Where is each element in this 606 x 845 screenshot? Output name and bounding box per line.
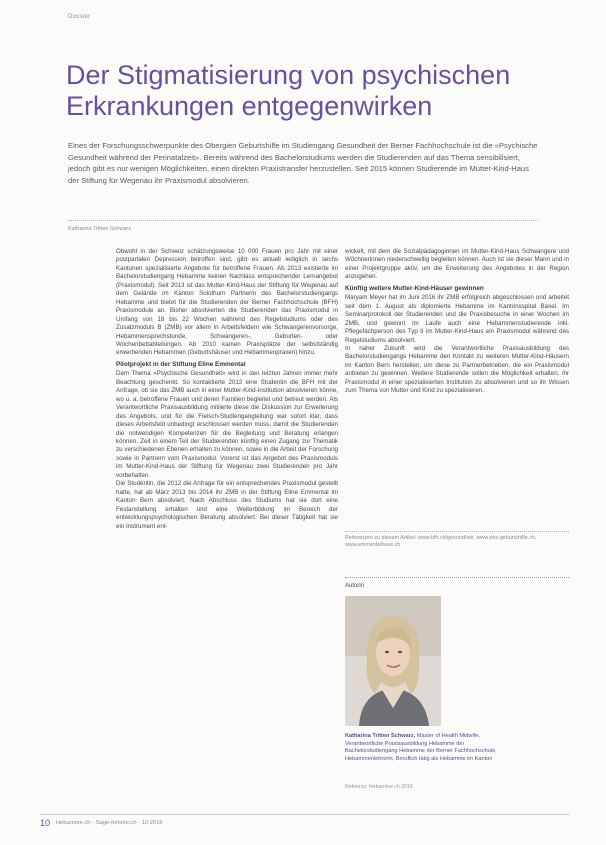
footer-divider bbox=[40, 814, 570, 815]
paragraph: Obwohl in der Schweiz schätzungsweise 10 000 Frauen pro Jahr mit einer postpartalen Depression betroffen sind, gibt es aktuell lediglich in sechs Kantonen spezialisierte Angebote für betroffene Frauen. Ab 2013 existierte im Bachelorstudiengang Hebamme keinen Nachlass entsprechender Lernangebot (Praxismodul). Seit 2013 ist das Mutter-Kind-Haus der Stiftung für Wegenau auf dem Gelände im Kanton Solothurn Partnerin des Bachelorstudiengangs Hebamme und bietet für die Studierenden der Berner Fachhochschule (BFH) Praxismodule an. Bisher absolvierten die Studierenden das Praxismodul in Umfang von 18 bis 22 Wochen während des Regelstudiums oder des Zusatzmoduls B (ZMB) vor allem in Arbeitsfeldern wie Schwangerenvorsorge, Hebammensprechstunde, Schwangeren-, Geburten- oder Wochenbettabteilungen. Ab 2010 kamen Praxisplätze der selbstständig erwerbenden Hebammen (Geburtshäuser und Hebammenpraxen) hinzu. bbox=[116, 248, 338, 357]
paragraph: Maryam Meyer hat im Juni 2016 ihr ZMB erfolgreich abgeschlossen und arbeitet seit dem 1. August als diplomierte Hebamme im Kantonsspital Basel. Im Seminarprotokoll der Studierenden und die Praxisbesuche in einer Wochen im ZMB, und gewinnt im Laufe auch eine Hebammenstudierende inkl. Pflegefachperson des Typ II im Mutter-Kind-Haus ein Praxismodul während des Regelstudiums absolviert. bbox=[345, 294, 569, 344]
portrait-illustration bbox=[345, 596, 441, 726]
publication-footer: Hebamme.ch · Sage-femme.ch · 10 2016 bbox=[56, 820, 163, 826]
references-note: Referenzen zu diesem Artikel: www.bfh.ch/gesundheit, www.ehs-geburtshilfe.ch, www.emmentalhaus.ch bbox=[345, 535, 537, 548]
paragraph: wickelt, mit dem die Sozialpädagoginnen im Mutter-Kind-Haus Schwangere und Wöchnerinnen niederschwellig begleiten können. Auch ist sie dieser Mann und in einer Projektgruppe aktiv, um die Erweiterung des Angebotes in der Region anzugehen. bbox=[345, 248, 569, 281]
article-title: Der Stigmatisierung von psychischen Erkrankungen entgegenwirken bbox=[66, 60, 511, 121]
subheading: Künftig weitere Mutter-Kind-Häuser gewinnen bbox=[345, 284, 484, 292]
paragraph: In naher Zukunft wird die Verantwortliche Praxisausbildung des Bachelorstudiengangs Hebamme den Kontakt zu weiteren Mutter-Kind-Häusern im Kanton Bern herstellen, um diese zu Partnerbetrieben, die ein Praxismodul anbieten zu gewinnen. Weitere Studierende sollen die Möglichkeit erhalten, ihr Praxismodul in einer spezialisierten Institution zu absolvieren und so ihr Wissen zum Thema von Mutter und Kind zu spezialisieren. bbox=[345, 344, 569, 395]
page-number: 10 bbox=[40, 818, 51, 828]
body-column-right bbox=[345, 248, 569, 396]
author-byline: Katharina Tritten Schwarz bbox=[68, 226, 131, 232]
paragraph: Die Studentin, die 2012 die Anfrage für ein entsprechendes Praxismodul gestellt hatte, hat ab März 2013 bis 2014 ihr ZMB in der Stiftung Eline Emmental im Kanton Bern absolviert. Nach Abschluss des Studiums hat sie dort eine Festanstellung erhalten und eine Weiterbildung im Bereich der entwicklungspsychologischen Beratung absolviert. Bei dieser Tätigkeit hat sie ein Instrument ent- bbox=[116, 480, 338, 530]
divider bbox=[345, 577, 569, 578]
author-description: Master of Health Midwife, Verantwortliche Praxisausbildung Hebamme der Bachelorstudiengang Hebamme der Berner Fachhochschule, Hebammenlehrerin, Beruflich tätig als Hebamme im Kanton bbox=[345, 733, 497, 762]
divider bbox=[345, 531, 569, 532]
divider bbox=[68, 220, 538, 221]
body-column-left bbox=[116, 248, 338, 531]
author-name: Katharina Tritten Schwarz, bbox=[345, 733, 416, 739]
author-caption bbox=[345, 733, 515, 763]
author-section-label: Autorin bbox=[345, 583, 365, 589]
section-kicker: Dossier bbox=[68, 14, 91, 20]
subheading: Pilotprojekt in der Stiftung Eline Emmental bbox=[116, 360, 246, 368]
article-lead: Eines der Forschungsschwerpunkte des Obergien Geburtshilfe im Studiengang Gesundheit der Berner Fachhochschule ist die «Psychische Gesundheit während der Perinatalzeit». Bereits während des Bachelorstudiums werden die Studierenden auf das Thema sensibilisiert, jedoch gibt es nur wenigen Möglichkeiten, einen direkten Praxistransfer herzustellen. Seit 2015 können Studierende im Mutter-Kind-Haus der Stiftung für Wegenau ihr Praxismodul absolvieren. bbox=[68, 141, 538, 185]
author-portrait bbox=[345, 596, 441, 726]
photo-credit: Referenz: Hebamme.ch 2016 bbox=[345, 784, 413, 790]
paragraph: Dem Thema «Psychische Gesundheit» wird in den letzten Jahren immer mehr Beachtung geschenkt. So kontaktierte 2012 eine Studentin die BFH mit der Anfrage, ob sie das ZMB auch in einer Mutter-Kind-Institution absolvieren könne, wo u. a. betroffene Frauen und deren Familien begleitet und betreut werden. Als Verantwortliche Praxisausbildung initiierte diese die Diskussion zur Erweiterung des Angebots, und für die Fleisch-Studiengangleitung war sofort klar, dass dieses Arbeitsfeld unbedingt erschlossen werden muss, damit die Studierenden die notwendigen Kompetenzen für die Begleitung und Beratung erlangen können. Zeit in einem Teil der Studierenden künftig einen Zugang zur Thematik zu verschiedenen Ebenen erhalten zu können, sowie in die Arbeit der Forschung sowie in Partnern vom Praxismodul. Vorerst ist das Angebot des Praxismoduls im Mutter-Kind-Haus der Stiftung für Wegenau zwei Studierenden pro Jahr vorbehalten. bbox=[116, 370, 338, 479]
